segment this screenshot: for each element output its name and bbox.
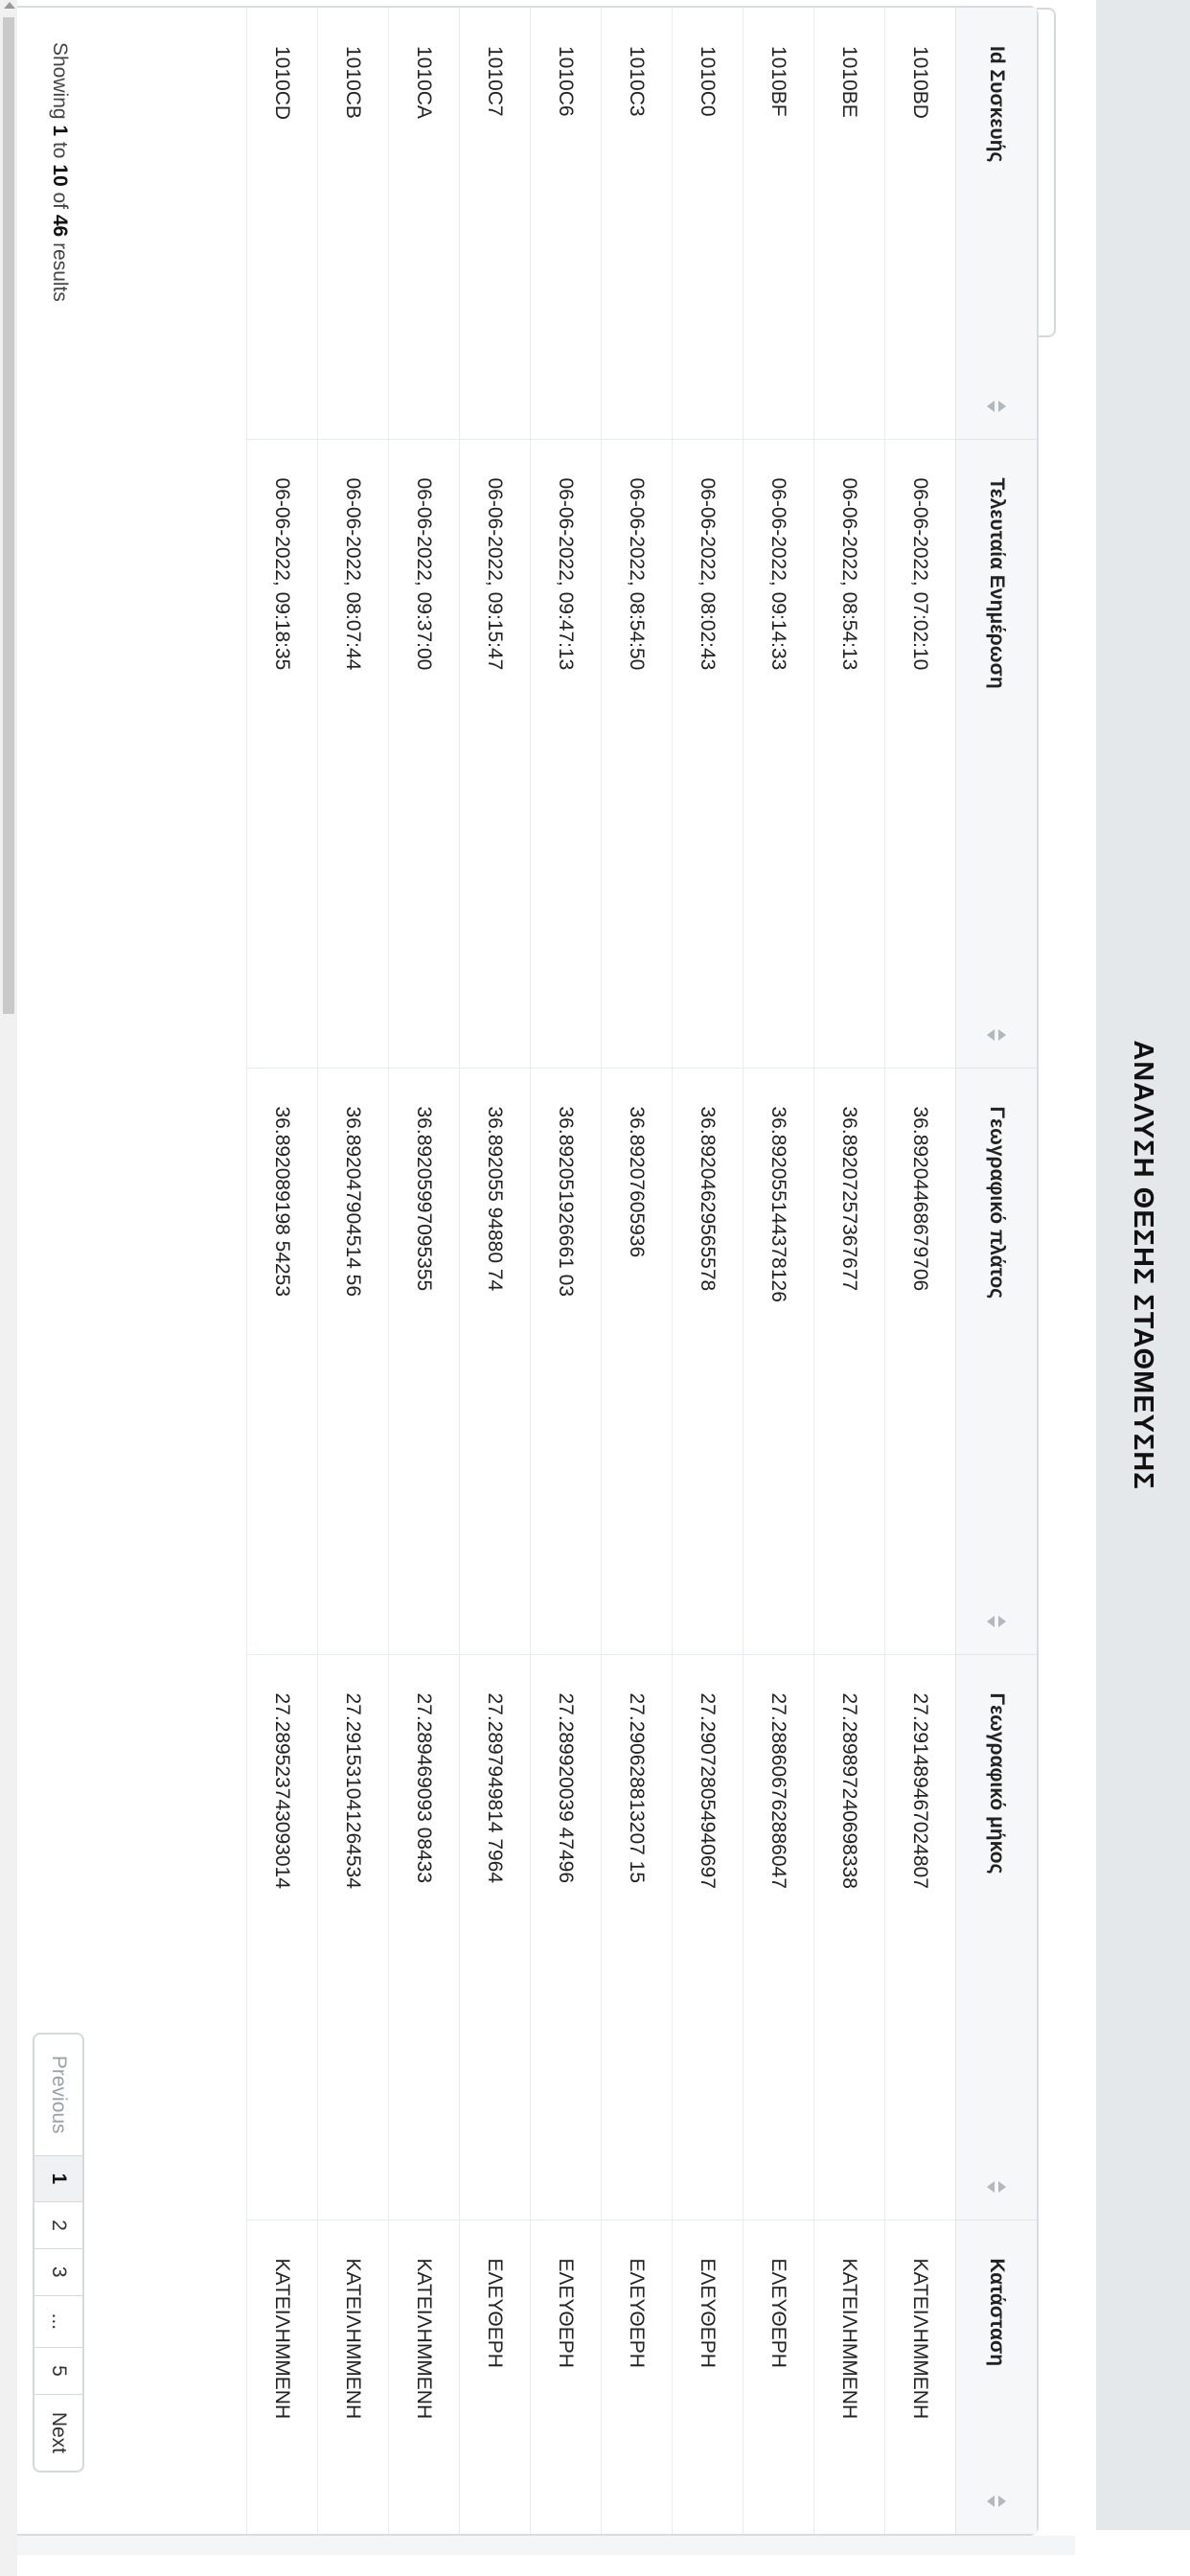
table-cell: 1010C6 [531, 8, 602, 439]
column-header-label: Τελευταία Ενημέρωση [986, 477, 1008, 689]
summary-total: 46 [49, 214, 71, 238]
table-cell: 36.892047904514 56 [318, 1068, 389, 1654]
table-card [8, 6, 1039, 2536]
sort-icon[interactable] [987, 1616, 1006, 1627]
table-cell: 36.892051926661 03 [531, 1068, 602, 1654]
table-cell: 1010C7 [460, 8, 531, 439]
table-cell: 1010CA [389, 8, 460, 439]
table-cell: 36.89205997095355 [389, 1068, 460, 1654]
table-row[interactable] [814, 8, 885, 2534]
page-button-5[interactable]: 5 [34, 2348, 82, 2395]
table-cell: 36.892055 94880 74 [460, 1068, 531, 1654]
table-cell: 06-06-2022, 09:37:00 [389, 439, 460, 1068]
table-cell: ΕΛΕΥΘΕΡΗ [531, 2220, 602, 2534]
vertical-scroll-track [2, 2536, 1075, 2555]
table-row[interactable] [744, 8, 814, 2534]
column-header-label: Κατάσταση [986, 2258, 1008, 2367]
column-header-label: Γεωγραφικό μήκος [986, 1692, 1008, 1874]
sort-icon[interactable] [987, 2496, 1006, 2507]
page-title: ΑΝΑΛΥΣΗ ΘΕΣΗΣ ΣΤΑΘΜΕΥΣΗΣ [1128, 1040, 1158, 1490]
page-button-1[interactable]: 1 [34, 2156, 82, 2203]
column-header[interactable] [956, 1068, 1038, 1654]
table-cell: 27.288606762886047 [744, 1654, 814, 2220]
table-cell: ΚΑΤΕΙΛΗΜΜΕΝΗ [389, 2220, 460, 2534]
table-cell: 27.289897240698338 [814, 1654, 885, 2220]
table-row[interactable] [389, 8, 460, 2534]
scrollbar-thumb[interactable] [3, 17, 14, 1014]
table-cell: 36.892089198 54253 [247, 1068, 318, 1654]
table-cell: ΕΛΕΥΘΕΡΗ [744, 2220, 814, 2534]
summary-to-word: to [49, 141, 71, 159]
table-cell: 27.2897949814 7964 [460, 1654, 531, 2220]
table-cell: 1010BF [744, 8, 814, 439]
sort-icon[interactable] [987, 2181, 1006, 2193]
column-header[interactable] [956, 1654, 1038, 2220]
summary-prefix: Showing [49, 42, 71, 120]
table-cell: 06-06-2022, 08:54:50 [602, 439, 673, 1068]
horizontal-scrollbar[interactable] [0, 0, 17, 2576]
sort-icon[interactable] [987, 1029, 1006, 1041]
table-cell: 27.290728054940697 [673, 1654, 744, 2220]
table-row[interactable] [673, 8, 744, 2534]
table-cell: 1010C0 [673, 8, 744, 439]
previous-page-button[interactable]: Previous [34, 2035, 82, 2156]
page-ellipsis: ... [34, 2296, 82, 2349]
table-cell: 06-06-2022, 08:07:44 [318, 439, 389, 1068]
table-body [247, 8, 956, 2534]
table-cell: ΕΛΕΥΘΕΡΗ [460, 2220, 531, 2534]
table-row[interactable] [247, 8, 318, 2534]
table-cell: 1010CD [247, 8, 318, 439]
table-cell: 27.290628813207 15 [602, 1654, 673, 2220]
table-cell: 36.89207605936 [602, 1068, 673, 1654]
summary-to: 10 [49, 164, 71, 187]
table-cell: 06-06-2022, 09:14:33 [744, 439, 814, 1068]
table-cell: ΚΑΤΕΙΛΗΜΜΕΝΗ [318, 2220, 389, 2534]
table-cell: ΚΑΤΕΙΛΗΜΜΕΝΗ [247, 2220, 318, 2534]
table-cell: ΕΛΕΥΘΕΡΗ [602, 2220, 673, 2534]
table-cell: 06-06-2022, 07:02:10 [885, 439, 956, 1068]
next-page-button[interactable]: Next [48, 2411, 70, 2453]
pagination [33, 2033, 84, 2472]
table-cell: 27.289469093 08433 [389, 1654, 460, 2220]
table-cell: 06-06-2022, 09:18:35 [247, 439, 318, 1068]
column-header[interactable] [956, 2220, 1038, 2534]
column-header[interactable] [956, 439, 1038, 1068]
table-cell: 36.892055144378126 [744, 1068, 814, 1654]
table-cell: 27.291531041264534 [318, 1654, 389, 2220]
table-cell: 06-06-2022, 08:54:13 [814, 439, 885, 1068]
page-button-2[interactable]: 2 [34, 2202, 82, 2249]
column-header-label: Γεωγραφικό πλάτος [986, 1106, 1008, 1300]
table-row[interactable] [318, 8, 389, 2534]
table-cell: 36.89204629565578 [673, 1068, 744, 1654]
table-cell: 06-06-2022, 08:02:43 [673, 439, 744, 1068]
table-cell: ΕΛΕΥΘΕΡΗ [673, 2220, 744, 2534]
data-table [246, 8, 1037, 2534]
table-cell: ΚΑΤΕΙΛΗΜΜΕΝΗ [885, 2220, 956, 2534]
column-header-label: Id Συσκευής [986, 46, 1008, 163]
table-cell: 06-06-2022, 09:15:47 [460, 439, 531, 1068]
table-cell: 1010BD [885, 8, 956, 439]
table-row[interactable] [602, 8, 673, 2534]
page-button-3[interactable]: 3 [34, 2249, 82, 2296]
summary-of-word: of [49, 192, 71, 210]
table-cell: 36.89207257367677 [814, 1068, 885, 1654]
column-header[interactable] [956, 8, 1038, 439]
table-cell: ΚΑΤΕΙΛΗΜΜΕΝΗ [814, 2220, 885, 2534]
sort-icon[interactable] [987, 401, 1006, 412]
table-cell: 36.89204468679706 [885, 1068, 956, 1654]
table-row[interactable] [885, 8, 956, 2534]
table-footer [11, 8, 107, 2534]
table-row[interactable] [460, 8, 531, 2534]
summary-suffix: results [49, 242, 71, 302]
table-header-row [956, 8, 1038, 2534]
table-cell: 1010C3 [602, 8, 673, 439]
table-cell: 27.289920039 47496 [531, 1654, 602, 2220]
scroll-left-arrow-icon[interactable] [4, 2, 15, 9]
table-row[interactable] [531, 8, 602, 2534]
table-cell: 27.289523743093014 [247, 1654, 318, 2220]
table-cell: 27.291489467024807 [885, 1654, 956, 2220]
results-summary [11, 42, 107, 302]
table-cell: 06-06-2022, 09:47:13 [531, 439, 602, 1068]
table-cell: 1010BE [814, 8, 885, 439]
table-cell: 1010CB [318, 8, 389, 439]
summary-from: 1 [49, 125, 71, 137]
